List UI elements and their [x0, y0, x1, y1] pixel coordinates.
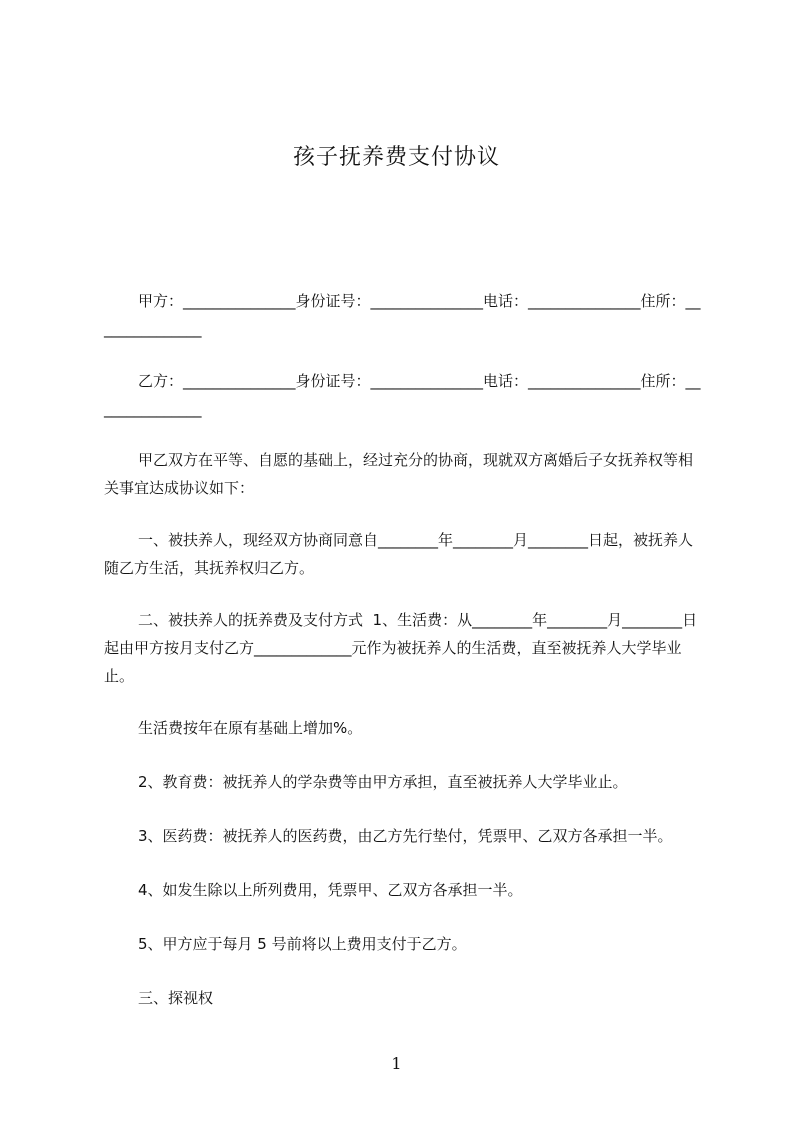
party-a-info: 甲方：_______________身份证号：_______________电话：_______________住所：_______________ — [104, 292, 701, 338]
clause-2-other-fees: 4、如发生除以上所列费用，凭票甲、乙双方各承担一半。 — [138, 881, 523, 899]
page-number: 1 — [391, 1054, 402, 1073]
clause-2-living-expenses: 二、被扶养人的抚养费及支付方式 1、生活费：从________年________月________日起由甲方按月支付乙方_____________元作为被抚养人的生活费，直至被抚养人大学毕业止。 — [104, 611, 698, 685]
clause-2-education-fees: 2、教育费：被抚养人的学杂费等由甲方承担，直至被抚养人大学毕业止。 — [138, 773, 628, 791]
clause-2-annual-increase: 生活费按年在原有基础上增加%。 — [138, 719, 363, 737]
clause-2-payment-date: 5、甲方应于每月 5 号前将以上费用支付于乙方。 — [138, 935, 467, 953]
document-title: 孩子抚养费支付协议 — [292, 145, 500, 170]
clause-2-medical-fees: 3、医药费：被抚养人的医药费，由乙方先行垫付，凭票甲、乙双方各承担一半。 — [138, 827, 673, 845]
party-b-info: 乙方：_______________身份证号：_______________电话：_______________住所：_______________ — [104, 372, 701, 418]
clause-1-custody: 一、被扶养人，现经双方协商同意自________年________月________日起，被抚养人随乙方生活，其抚养权归乙方。 — [104, 531, 694, 577]
preamble-paragraph: 甲乙双方在平等、自愿的基础上，经过充分的协商，现就双方离婚后子女抚养权等相关事宜达成协议如下： — [104, 451, 694, 497]
clause-3-visitation-heading: 三、探视权 — [138, 989, 214, 1007]
